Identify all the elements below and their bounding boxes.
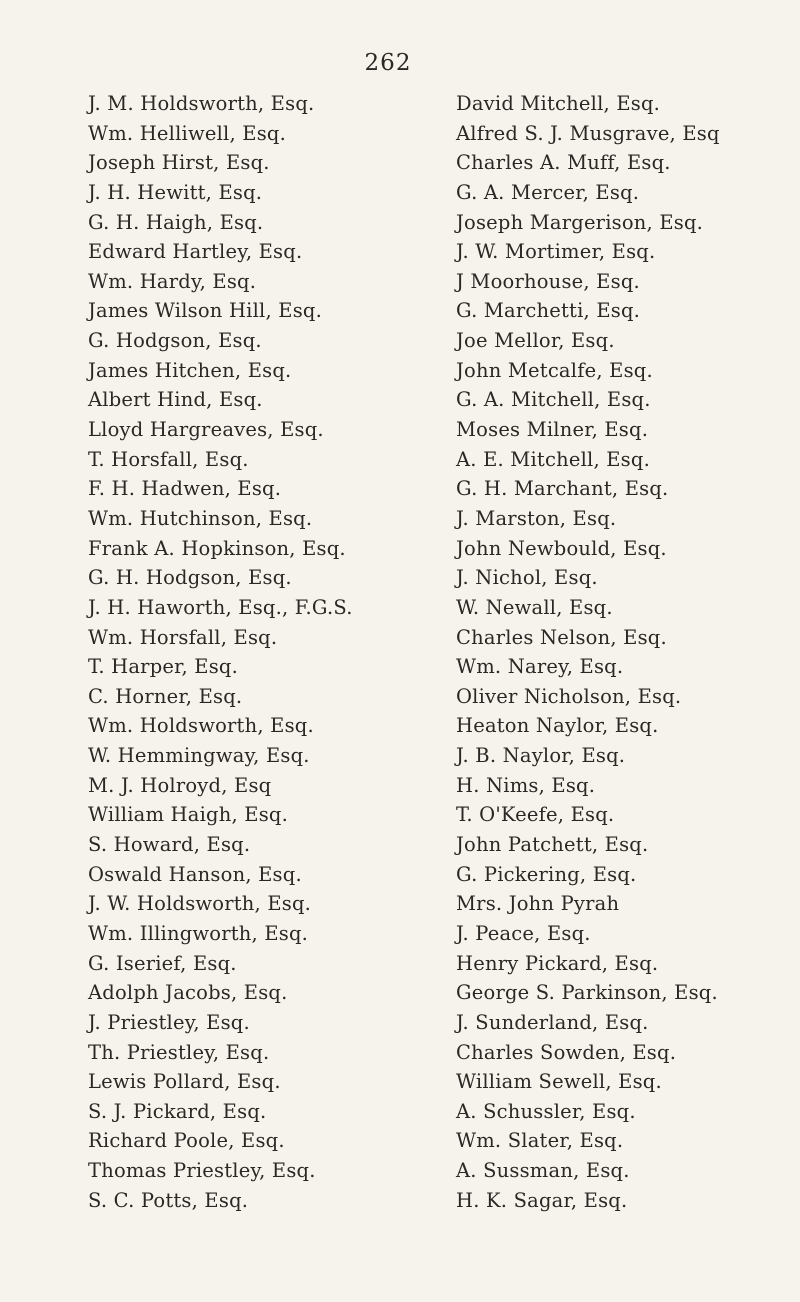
subscriber-name: G. Marchetti, Esq. xyxy=(456,299,641,323)
subscriber-name: Oswald Hanson, Esq. xyxy=(88,862,302,886)
subscriber-name: Heaton Naylor, Esq. xyxy=(456,714,659,738)
subscriber-name: T. Horsfall, Esq. xyxy=(88,447,249,471)
subscriber-name: F. H. Hadwen, Esq. xyxy=(88,477,282,501)
subscriber-name: Wm. Hutchinson, Esq. xyxy=(88,506,313,530)
subscriber-name: Edward Hartley, Esq. xyxy=(88,240,303,264)
subscriber-name: G. Pickering, Esq. xyxy=(456,862,637,886)
subscriber-name: J. Marston, Esq. xyxy=(456,506,617,530)
subscriber-name: James Hitchen, Esq. xyxy=(88,358,292,382)
subscriber-name: G. A. Mercer, Esq. xyxy=(456,180,640,204)
subscriber-name: T. Harper, Esq. xyxy=(88,655,239,679)
subscriber-name: William Haigh, Esq. xyxy=(88,803,288,827)
subscriber-name: G. H. Hodgson, Esq. xyxy=(88,566,292,590)
subscriber-name: J. Sunderland, Esq. xyxy=(456,1010,649,1034)
subscriber-name: David Mitchell, Esq. xyxy=(456,92,661,115)
subscriber-name: Wm. Helliwell, Esq. xyxy=(88,121,287,145)
subscriber-name: Thomas Priestley, Esq. xyxy=(88,1159,316,1183)
subscriber-name: J. Nichol, Esq. xyxy=(456,566,598,590)
subscriber-name: J Moorhouse, Esq. xyxy=(456,269,640,293)
subscriber-name: Charles A. Muff, Esq. xyxy=(456,151,671,175)
subscriber-name: H. Nims, Esq. xyxy=(456,773,596,797)
subscriber-name: Wm. Narey, Esq. xyxy=(456,655,624,679)
subscriber-name: Charles Sowden, Esq. xyxy=(456,1040,677,1064)
subscriber-name: Wm. Holdsworth, Esq. xyxy=(88,714,314,738)
subscriber-name: G. H. Haigh, Esq. xyxy=(88,210,264,234)
subscriber-name: J. M. Holdsworth, Esq. xyxy=(88,92,315,115)
subscriber-name: Albert Hind, Esq. xyxy=(88,388,263,412)
subscriber-name: William Sewell, Esq. xyxy=(456,1070,662,1094)
subscriber-name: J. Priestley, Esq. xyxy=(88,1010,250,1034)
subscriber-name: Charles Nelson, Esq. xyxy=(456,625,667,649)
subscriber-name: Joseph Margerison, Esq. xyxy=(456,210,704,234)
page-number: 262 xyxy=(364,50,412,76)
subscriber-name: Moses Milner, Esq. xyxy=(456,418,649,442)
subscriber-name: S. Howard, Esq. xyxy=(88,833,251,857)
subscriber-name: T. O'Keefe, Esq. xyxy=(456,803,615,827)
subscriber-name: H. K. Sagar, Esq. xyxy=(456,1188,628,1212)
subscriber-name: George S. Parkinson, Esq. xyxy=(456,981,718,1005)
right-name-column xyxy=(456,89,720,1215)
subscriber-name: Mrs. John Pyrah xyxy=(456,892,620,916)
subscriber-name: Oliver Nicholson, Esq. xyxy=(456,684,682,708)
subscriber-name: Th. Priestley, Esq. xyxy=(88,1040,270,1064)
subscriber-name: G. A. Mitchell, Esq. xyxy=(456,388,651,412)
subscriber-name: J. B. Naylor, Esq. xyxy=(456,744,626,768)
subscriber-name: W. Newall, Esq. xyxy=(456,595,613,619)
subscriber-name: Wm. Slater, Esq. xyxy=(456,1129,624,1153)
subscriber-name: John Newbould, Esq. xyxy=(456,536,667,560)
left-name-column xyxy=(88,89,353,1215)
subscriber-name: A. Sussman, Esq. xyxy=(456,1159,630,1183)
subscriber-name: A. Schussler, Esq. xyxy=(456,1099,636,1123)
subscriber-name: G. Hodgson, Esq. xyxy=(88,329,262,353)
subscriber-name: M. J. Holroyd, Esq xyxy=(88,773,272,797)
subscriber-name: J. Peace, Esq. xyxy=(456,921,591,945)
subscriber-name: G. H. Marchant, Esq. xyxy=(456,477,669,501)
subscriber-name: Lloyd Hargreaves, Esq. xyxy=(88,418,324,442)
subscriber-name: Richard Poole, Esq. xyxy=(88,1129,285,1153)
subscriber-name: Wm. Illingworth, Esq. xyxy=(88,921,309,945)
subscriber-name: John Patchett, Esq. xyxy=(456,833,649,857)
subscriber-name: Lewis Pollard, Esq. xyxy=(88,1070,281,1094)
subscriber-name: Wm. Horsfall, Esq. xyxy=(88,625,278,649)
subscriber-name: James Wilson Hill, Esq. xyxy=(88,299,322,323)
subscriber-name: A. E. Mitchell, Esq. xyxy=(456,447,650,471)
subscriber-name: C. Horner, Esq. xyxy=(88,684,243,708)
subscriber-name: S. C. Potts, Esq. xyxy=(88,1188,249,1212)
subscriber-name: J. W. Holdsworth, Esq. xyxy=(88,892,312,916)
subscriber-name: Wm. Hardy, Esq. xyxy=(88,269,257,293)
subscriber-name: J. W. Mortimer, Esq. xyxy=(456,240,656,264)
subscriber-name: J. H. Haworth, Esq., F.G.S. xyxy=(88,595,353,619)
subscriber-name: John Metcalfe, Esq. xyxy=(456,358,653,382)
subscriber-name: W. Hemmingway, Esq. xyxy=(88,744,310,768)
subscriber-name: J. H. Hewitt, Esq. xyxy=(88,180,263,204)
subscriber-name: Adolph Jacobs, Esq. xyxy=(88,981,288,1005)
subscriber-name: Alfred S. J. Musgrave, Esq xyxy=(456,121,720,145)
subscriber-name: Henry Pickard, Esq. xyxy=(456,951,659,975)
subscriber-name: Frank A. Hopkinson, Esq. xyxy=(88,536,346,560)
subscriber-name: Joe Mellor, Esq. xyxy=(456,329,615,353)
subscriber-name: G. Iserief, Esq. xyxy=(88,951,237,975)
subscriber-name: S. J. Pickard, Esq. xyxy=(88,1099,267,1123)
subscriber-name: Joseph Hirst, Esq. xyxy=(88,151,270,175)
